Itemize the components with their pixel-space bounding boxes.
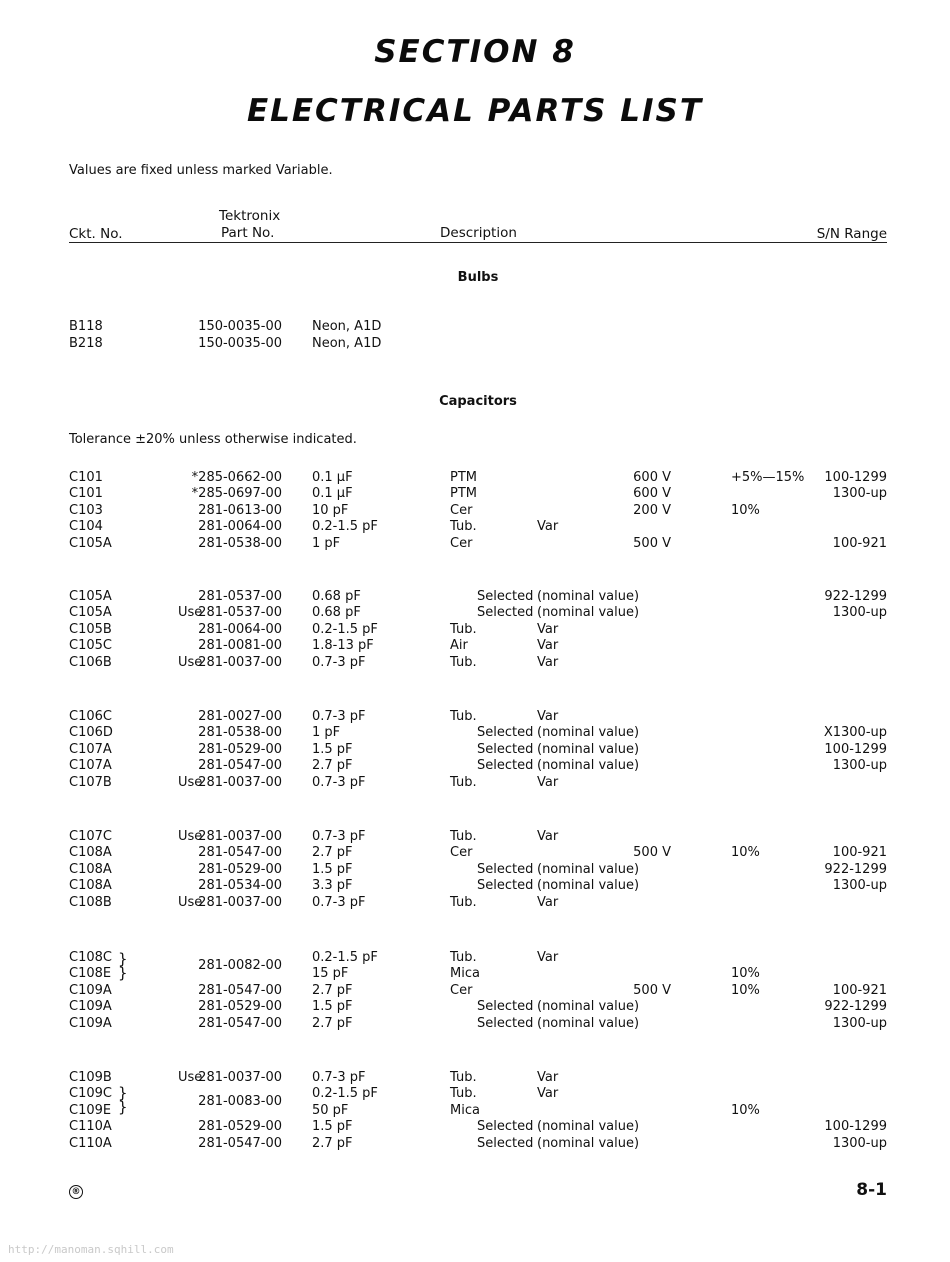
part-no: 281-0027-00 (198, 709, 282, 724)
part-no: 281-0537-00 (198, 589, 282, 604)
value: 2.7 pF (312, 1015, 353, 1031)
tolerance: +5%—15% (731, 470, 805, 485)
capacitor-row (0, 588, 950, 605)
ckt-no: C107B (69, 774, 112, 790)
ckt-no: C108A (69, 845, 112, 861)
ckt-no: C108A (69, 878, 112, 894)
type: Tub. (450, 1086, 477, 1102)
capacitor-row (0, 949, 950, 966)
part-no: 150-0035-00 (198, 336, 282, 351)
sn-range: 100-1299 (824, 1119, 887, 1135)
ckt-no: C109A (69, 1015, 112, 1031)
capacitor-row (0, 1085, 950, 1102)
value: 1.5 pF (312, 999, 353, 1015)
brace-icon: } (118, 964, 128, 982)
ckt-no: C106D (69, 725, 113, 741)
ckt-no: C101 (69, 470, 103, 485)
type: PTM (450, 486, 477, 502)
ckt-no: C105C (69, 638, 112, 654)
tolerance: 10% (731, 845, 760, 861)
value: 0.68 pF (312, 605, 361, 621)
part-no: 281-0547-00 (198, 758, 282, 774)
part-no: 281-0547-00 (198, 845, 282, 861)
value: 0.68 pF (312, 589, 361, 604)
capacitor-row (0, 1015, 950, 1032)
ckt-no: C105B (69, 621, 112, 637)
part-no: *285-0662-00 (191, 470, 282, 485)
header-ckt-no: Ckt. No. (69, 226, 123, 242)
value: 2.7 pF (312, 758, 353, 774)
type: Mica (450, 966, 480, 982)
capacitor-row (0, 828, 950, 845)
sn-range: 1300-up (832, 878, 887, 894)
variable: Var (537, 519, 559, 535)
capacitor-row (0, 469, 950, 486)
values-note: Values are fixed unless marked Variable. (69, 163, 333, 178)
use-label: Use (178, 774, 203, 790)
part-no: 150-0035-00 (198, 319, 282, 334)
tolerance: 10% (731, 502, 760, 518)
ckt-no: C106C (69, 709, 112, 724)
capacitor-row (0, 724, 950, 741)
sn-range: X1300-up (823, 725, 887, 741)
ckt-no: C108C (69, 950, 112, 965)
variable: Var (537, 894, 559, 910)
type: Tub. (450, 950, 477, 965)
ckt-no: B218 (69, 336, 103, 351)
type: Tub. (450, 654, 477, 670)
variable: (nominal value) (537, 725, 640, 741)
value: 1.5 pF (312, 861, 353, 877)
tolerance: 10% (731, 982, 760, 998)
sn-range: 100-921 (832, 982, 887, 998)
document-title: ELECTRICAL PARTS LIST (246, 93, 704, 129)
bulb-row (0, 318, 950, 335)
part-no: 281-0534-00 (198, 878, 282, 894)
value: 0.2-1.5 pF (312, 1086, 378, 1102)
capacitor-row (0, 877, 950, 894)
type: Cer (450, 535, 473, 551)
variable: Var (537, 654, 559, 670)
type: Tub. (450, 519, 477, 535)
header-rule (69, 242, 887, 243)
capacitor-row (0, 844, 950, 861)
ckt-no: C108A (69, 861, 112, 877)
sn-range: 1300-up (832, 758, 887, 774)
selected: Selected (477, 605, 534, 621)
ckt-no: C109C (69, 1086, 112, 1102)
part-no: 281-0529-00 (198, 999, 282, 1015)
value: 0.7-3 pF (312, 1070, 366, 1085)
voltage: 600 V (633, 486, 671, 502)
ckt-no: C108E (69, 966, 112, 982)
voltage: 500 V (633, 845, 671, 861)
sn-range: 100-921 (832, 535, 887, 551)
variable: (nominal value) (537, 1119, 640, 1135)
capacitor-row (0, 535, 950, 552)
value: 0.2-1.5 pF (312, 950, 378, 965)
part-no: 281-0037-00 (198, 1070, 282, 1085)
variable: (nominal value) (537, 878, 640, 894)
ckt-no: C108B (69, 894, 112, 910)
part-no: 281-0064-00 (198, 519, 282, 535)
sn-range: 100-1299 (824, 470, 887, 485)
sn-range: 922-1299 (824, 999, 887, 1015)
description: Neon, A1D (312, 319, 382, 334)
ckt-no: C107A (69, 758, 112, 774)
sn-range: 1300-up (832, 486, 887, 502)
selected: Selected (477, 878, 534, 894)
sn-range: 922-1299 (824, 861, 887, 877)
capacitor-row (0, 894, 950, 911)
merged-part-number: 281-0083-00 (198, 1094, 282, 1109)
header-sn-range: S/N Range (816, 226, 887, 242)
part-no: 281-0037-00 (198, 774, 282, 790)
type: Cer (450, 845, 473, 861)
variable: (nominal value) (537, 1135, 640, 1151)
variable: Var (537, 621, 559, 637)
selected: Selected (477, 1119, 534, 1135)
ckt-no: B118 (69, 319, 103, 334)
part-no: 281-0538-00 (198, 535, 282, 551)
capacitor-row (0, 708, 950, 725)
capacitor-row (0, 965, 950, 982)
ckt-no: C109E (69, 1102, 112, 1118)
selected: Selected (477, 1015, 534, 1031)
sn-range: 100-1299 (824, 741, 887, 757)
value: 15 pF (312, 966, 349, 982)
capacitor-row (0, 998, 950, 1015)
selected: Selected (477, 725, 534, 741)
section-heading-capacitors: Capacitors (439, 394, 517, 409)
value: 50 pF (312, 1102, 349, 1118)
capacitor-row (0, 1118, 950, 1135)
variable: Var (537, 638, 559, 654)
value: 0.7-3 pF (312, 829, 366, 844)
capacitor-row (0, 741, 950, 758)
type: Tub. (450, 774, 477, 790)
value: 10 pF (312, 502, 349, 518)
variable: (nominal value) (537, 861, 640, 877)
use-label: Use (178, 605, 203, 621)
variable: (nominal value) (537, 1015, 640, 1031)
value: 2.7 pF (312, 845, 353, 861)
ckt-no: C101 (69, 486, 103, 502)
description: Neon, A1D (312, 336, 382, 351)
value: 0.1 μF (312, 486, 353, 502)
capacitor-row (0, 637, 950, 654)
part-no: 281-0037-00 (198, 829, 282, 844)
merged-part-number: 281-0082-00 (198, 958, 282, 973)
part-no: 281-0037-00 (198, 654, 282, 670)
sn-range: 1300-up (832, 605, 887, 621)
variable: Var (537, 1086, 559, 1102)
variable: Var (537, 709, 559, 724)
capacitor-row (0, 861, 950, 878)
ckt-no: C109A (69, 982, 112, 998)
capacitor-row (0, 1069, 950, 1086)
variable: (nominal value) (537, 589, 640, 604)
brace-icon: } (118, 1098, 128, 1116)
part-no: 281-0547-00 (198, 1015, 282, 1031)
header-part-no: Part No. (221, 225, 275, 241)
sn-range: 922-1299 (824, 589, 887, 604)
type: Tub. (450, 709, 477, 724)
page-number: 8-1 (856, 1180, 887, 1200)
capacitor-row (0, 982, 950, 999)
brace-icon: } (118, 1084, 128, 1102)
header-description: Description (440, 225, 517, 241)
value: 0.7-3 pF (312, 894, 366, 910)
part-no: 281-0547-00 (198, 1135, 282, 1151)
sn-range: 1300-up (832, 1015, 887, 1031)
part-no: *285-0697-00 (191, 486, 282, 502)
sn-range: 1300-up (832, 1135, 887, 1151)
capacitor-row (0, 1135, 950, 1152)
type: Air (450, 638, 468, 654)
selected: Selected (477, 999, 534, 1015)
part-no: 281-0537-00 (198, 605, 282, 621)
use-label: Use (178, 829, 203, 844)
use-label: Use (178, 1070, 203, 1085)
capacitor-row (0, 604, 950, 621)
variable: Var (537, 774, 559, 790)
value: 0.7-3 pF (312, 709, 366, 724)
voltage: 600 V (633, 470, 671, 485)
bulb-row (0, 335, 950, 352)
part-no: 281-0529-00 (198, 1119, 282, 1135)
value: 1 pF (312, 725, 341, 741)
ckt-no: C110A (69, 1119, 112, 1135)
use-label: Use (178, 654, 203, 670)
variable: Var (537, 1070, 559, 1085)
part-no: 281-0037-00 (198, 894, 282, 910)
value: 2.7 pF (312, 982, 353, 998)
ckt-no: C106B (69, 654, 112, 670)
section-title: SECTION 8 (374, 34, 576, 70)
registered-mark-icon: ® (69, 1185, 83, 1199)
capacitor-row (0, 485, 950, 502)
tolerance: 10% (731, 966, 760, 982)
ckt-no: C105A (69, 605, 112, 621)
tolerance: 10% (731, 1102, 760, 1118)
part-no: 281-0538-00 (198, 725, 282, 741)
brace-icon: } (118, 950, 128, 968)
ckt-no: C104 (69, 519, 103, 535)
value: 0.2-1.5 pF (312, 519, 378, 535)
selected: Selected (477, 589, 534, 604)
variable: (nominal value) (537, 741, 640, 757)
selected: Selected (477, 861, 534, 877)
value: 1.8-13 pF (312, 638, 374, 654)
header-tektronix: Tektronix (219, 208, 281, 224)
variable: (nominal value) (537, 605, 640, 621)
type: Mica (450, 1102, 480, 1118)
ckt-no: C107C (69, 829, 112, 844)
value: 0.1 μF (312, 470, 353, 485)
ckt-no: C105A (69, 535, 112, 551)
capacitor-row (0, 654, 950, 671)
ckt-no: C107A (69, 741, 112, 757)
part-no: 281-0081-00 (198, 638, 282, 654)
type: Tub. (450, 621, 477, 637)
section-heading-bulbs: Bulbs (457, 270, 499, 285)
use-label: Use (178, 894, 203, 910)
type: Tub. (450, 894, 477, 910)
type: Cer (450, 982, 473, 998)
part-no: 281-0529-00 (198, 861, 282, 877)
variable: Var (537, 829, 559, 844)
sn-range: 100-921 (832, 845, 887, 861)
value: 1.5 pF (312, 741, 353, 757)
ckt-no: C103 (69, 502, 103, 518)
capacitor-row (0, 774, 950, 791)
value: 2.7 pF (312, 1135, 353, 1151)
ckt-no: C109B (69, 1070, 112, 1085)
selected: Selected (477, 1135, 534, 1151)
variable: (nominal value) (537, 999, 640, 1015)
value: 1.5 pF (312, 1119, 353, 1135)
type: Tub. (450, 829, 477, 844)
type: Tub. (450, 1070, 477, 1085)
type: Cer (450, 502, 473, 518)
part-no: 281-0064-00 (198, 621, 282, 637)
value: 3.3 pF (312, 878, 353, 894)
value: 1 pF (312, 535, 341, 551)
value: 0.2-1.5 pF (312, 621, 378, 637)
voltage: 500 V (633, 982, 671, 998)
ckt-no: C109A (69, 999, 112, 1015)
tolerance-note: Tolerance ±20% unless otherwise indicated. (69, 432, 357, 447)
watermark-url: http://manoman.sqhill.com (8, 1243, 174, 1256)
capacitor-row (0, 502, 950, 519)
value: 0.7-3 pF (312, 774, 366, 790)
voltage: 200 V (633, 502, 671, 518)
ckt-no: C105A (69, 589, 112, 604)
value: 0.7-3 pF (312, 654, 366, 670)
capacitor-row (0, 621, 950, 638)
capacitor-row (0, 757, 950, 774)
voltage: 500 V (633, 535, 671, 551)
part-no: 281-0613-00 (198, 502, 282, 518)
variable: Var (537, 950, 559, 965)
ckt-no: C110A (69, 1135, 112, 1151)
selected: Selected (477, 741, 534, 757)
part-no: 281-0547-00 (198, 982, 282, 998)
type: PTM (450, 470, 477, 485)
selected: Selected (477, 758, 534, 774)
variable: (nominal value) (537, 758, 640, 774)
part-no: 281-0529-00 (198, 741, 282, 757)
capacitor-row (0, 518, 950, 535)
